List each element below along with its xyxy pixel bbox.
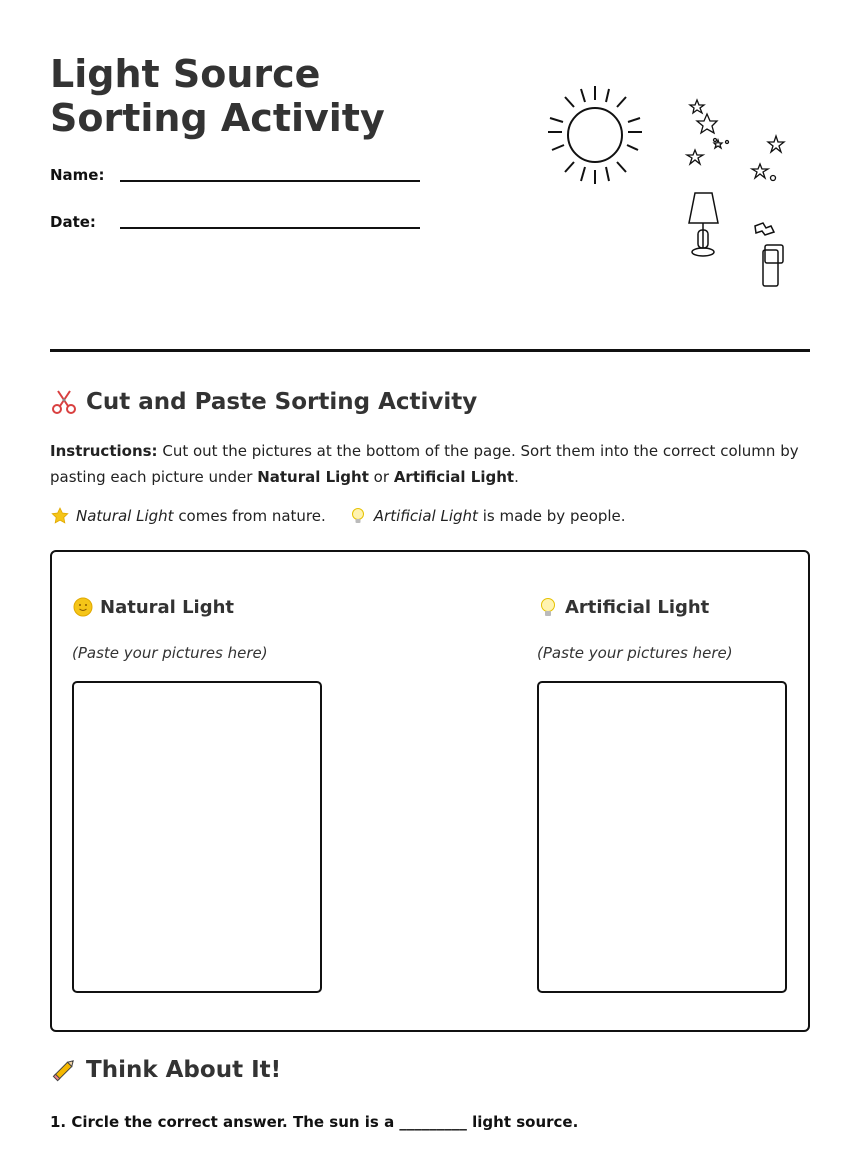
- natural-light-note: (Paste your pictures here): [72, 644, 268, 662]
- flashlight-drawing-icon: [755, 223, 783, 286]
- sun-drawing-icon: [548, 86, 642, 184]
- natural-light-heading: [72, 596, 234, 618]
- instructions-label: Instructions:: [50, 442, 158, 460]
- artificial-light-column: [537, 552, 789, 1030]
- natural-light-column: [72, 552, 324, 1030]
- page-title: Light Source Sorting Activity: [50, 52, 385, 140]
- instructions-body: Cut out the pictures at the bottom of the page. Sort them into the correct column by pasting each picture under: [50, 442, 799, 486]
- natural-light-label: Natural Light: [100, 596, 235, 618]
- think-heading-text: Think About It!: [86, 1057, 282, 1083]
- sorting-section-heading: [50, 388, 477, 416]
- scissors-icon: [50, 388, 78, 416]
- sorting-heading-text: Cut and Paste Sorting Activity: [86, 389, 478, 415]
- glowing-star-icon: [50, 506, 70, 526]
- sun-icon: [72, 596, 94, 618]
- artificial-light-term: Artificial Light: [393, 468, 515, 486]
- section-divider: [50, 349, 810, 352]
- or-word: or: [373, 468, 390, 486]
- light-sources-illustration: [540, 80, 800, 300]
- name-label: Name:: [50, 166, 105, 184]
- artificial-light-note: (Paste your pictures here): [537, 644, 733, 662]
- sorting-box: [50, 550, 810, 1032]
- artificial-light-paste-area[interactable]: [537, 681, 787, 993]
- light-bulb-icon: [537, 596, 559, 618]
- legend-artificial-term: Artificial Light: [373, 507, 478, 525]
- legend-artificial-desc: is made by people.: [482, 507, 626, 525]
- think-section-heading: [50, 1056, 281, 1084]
- instructions-text: [50, 438, 810, 490]
- date-label: Date:: [50, 213, 96, 231]
- legend-natural-desc: comes from nature.: [178, 507, 326, 525]
- artificial-light-label: Artificial Light: [565, 596, 710, 618]
- artificial-light-heading: [537, 596, 709, 618]
- pencil-icon: [50, 1056, 78, 1084]
- name-input-line[interactable]: [120, 180, 420, 182]
- question-1: 1. Circle the correct answer. The sun is a _________ light source.: [50, 1113, 579, 1131]
- lamp-drawing-icon: [689, 193, 718, 256]
- legend: [50, 506, 626, 526]
- natural-light-paste-area[interactable]: [72, 681, 322, 993]
- stars-drawing-icon: [687, 100, 784, 181]
- legend-natural-term: Natural Light: [76, 507, 174, 525]
- light-bulb-icon: [348, 506, 368, 526]
- date-input-line[interactable]: [120, 227, 420, 229]
- natural-light-term: Natural Light: [257, 468, 369, 486]
- end-period: .: [514, 468, 519, 486]
